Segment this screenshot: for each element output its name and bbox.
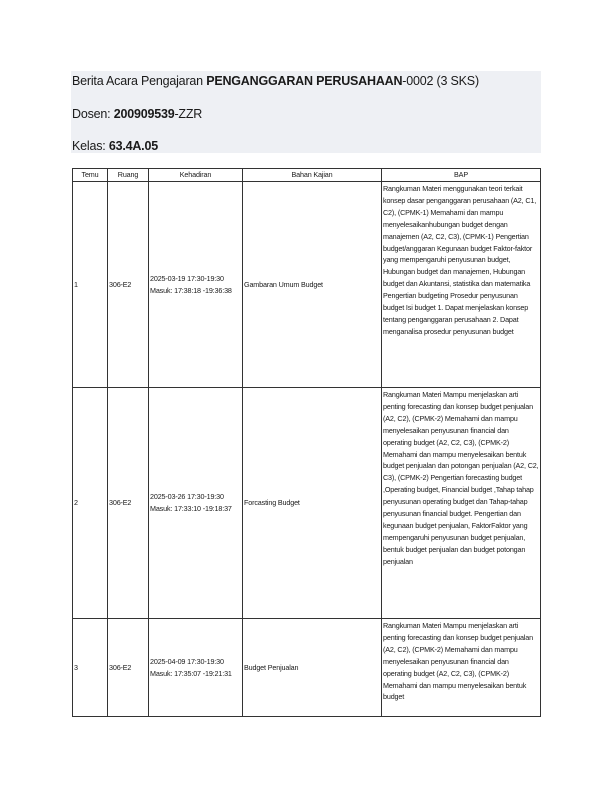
cell-bap: Rangkuman Materi Mampu menjelaskan arti penting forecasting dan konsep budget penjualan (A2, C2), (CPMK-2) Memahami dan mampu menyelesaikan penyusunan financial dan operating budget (A2, C2, C3), (CPMK-2) Memahami dan mampu menyelesaikan bentuk budget [382, 619, 541, 717]
class-label: Kelas: [72, 139, 109, 153]
cell-kehadiran [149, 619, 243, 717]
report-header [71, 71, 541, 153]
lecturer-id: 200909539 [113, 107, 175, 121]
column-header-kehadiran: Kehadiran [149, 169, 243, 182]
schedule-time: 2025-03-19 17:30-19:30 [150, 273, 224, 283]
column-header-bahan-kajian: Bahan Kajian [243, 169, 382, 182]
column-header-ruang: Ruang [108, 169, 149, 182]
cell-ruang: 306-E2 [108, 619, 149, 717]
cell-ruang: 306-E2 [108, 182, 149, 388]
attendance-time: Masuk: 17:33:10 -19:18:37 [150, 504, 232, 513]
cell-ruang: 306-E2 [108, 388, 149, 619]
cell-kehadiran [149, 388, 243, 619]
teaching-record-table [72, 168, 541, 717]
column-header-bap: BAP [382, 169, 541, 182]
attendance-time: Masuk: 17:35:07 -19:21:31 [150, 668, 232, 678]
cell-bahan-kajian: Gambaran Umum Budget [243, 182, 382, 388]
course-suffix: -0002 (3 SKS) [402, 74, 479, 88]
table-row [73, 619, 541, 717]
table-header-row [73, 169, 541, 182]
report-title [72, 74, 479, 88]
class-value: 63.4A.05 [108, 139, 158, 153]
table-row [73, 388, 541, 619]
cell-kehadiran [149, 182, 243, 388]
course-name: PENGANGGARAN PERUSAHAAN [206, 74, 403, 88]
column-header-temu: Temu [73, 169, 108, 182]
lecturer-line [72, 107, 202, 121]
schedule-time: 2025-03-26 17:30-19:30 [150, 492, 224, 502]
cell-bahan-kajian: Budget Penjualan [243, 619, 382, 717]
cell-temu: 3 [73, 619, 108, 717]
title-prefix: Berita Acara Pengajaran [72, 74, 207, 88]
cell-bap: Rangkuman Materi Mampu menjelaskan arti penting forecasting dan konsep budget penjualan (A2, C2), (CPMK-2) Memahami dan mampu menyelesaikan penyusunan financial dan operating budget (A2, C2, C3), (CPMK-2) Memahami dan mampu menyelesaikan bentuk budget penjualan dan potongan penjualan (A2, C2, C3), (CPMK-2) Pengertian forecasting budget ,Operating budget, Financial budget ,Tahap tahap penyusunan operating budget dan Tahap-tahap penyusunan financial budget. Pengertian dan kegunaan budget penjualan, FaktorFaktor yang mempengaruhi penyusunan budget penjualan, bentuk budget penjualan dan budget potongan penjualan [382, 388, 541, 619]
class-line [72, 139, 158, 153]
lecturer-label: Dosen: [72, 107, 114, 121]
cell-bap: Rangkuman Materi menggunakan teori terkait konsep dasar penganggaran perusahaan (A2, C1, C2), (CPMK-1) Memahami dan mampu menyelesaikanhubungan budget dengan manajemen (A2, C2, C3), (CPMK-1) Pengertian budget/anggaran Kegunaan budget Faktor-faktor yang mempengaruhi penyusunan budget, Hubungan budget dan manajemen, Hubungan budget dan Akuntansi, statistika dan matematika Pengertian budgeting Prosedur penyusunan budget Isi budget 1. Dapat menjelaskan konsep tentang penganggaran perusahaan 2. Dapat menganalisa prosedur penyusunan budget [382, 182, 541, 388]
cell-bahan-kajian: Forcasting Budget [243, 388, 382, 619]
lecturer-code: -ZZR [174, 107, 203, 121]
table-row [73, 182, 541, 388]
cell-temu: 2 [73, 388, 108, 619]
schedule-time: 2025-04-09 17:30-19:30 [150, 656, 224, 666]
cell-temu: 1 [73, 182, 108, 388]
attendance-time: Masuk: 17:38:18 -19:36:38 [150, 285, 232, 295]
